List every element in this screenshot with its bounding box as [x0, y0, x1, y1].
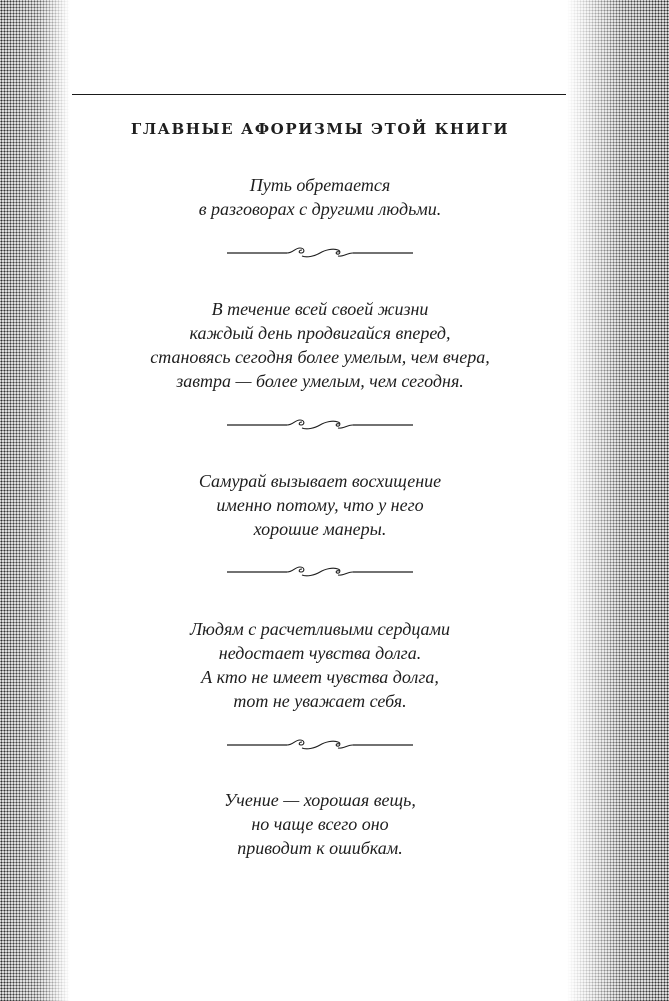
flourish-divider-icon: [227, 246, 413, 260]
aphorism-line: Путь обретается: [249, 175, 391, 195]
aphorism-line: именно потому, что у него: [216, 495, 424, 515]
aphorism-1: [0, 173, 640, 221]
aphorism-line: завтра — более умелым, чем сегодня.: [176, 371, 464, 391]
aphorism-4: [0, 617, 640, 713]
aphorism-line: приводит к ошибкам.: [237, 838, 403, 858]
aphorism-line: Учение — хорошая вещь,: [224, 790, 416, 810]
aphorism-5: [0, 788, 640, 860]
aphorism-3: [0, 469, 640, 541]
aphorism-line: каждый день продвигайся вперед,: [189, 323, 451, 343]
aphorism-line: А кто не имеет чувства долга,: [201, 667, 439, 687]
aphorism-line: но чаще всего оно: [251, 814, 389, 834]
aphorism-line: в разговорах с другими людьми.: [198, 199, 442, 219]
aphorism-line: недостает чувства долга.: [218, 643, 422, 663]
aphorism-line: хорошие манеры.: [253, 519, 387, 539]
aphorism-line: Самурай вызывает восхищение: [198, 471, 442, 491]
aphorism-line: В течение всей своей жизни: [211, 299, 429, 319]
top-rule: [72, 94, 566, 95]
aphorism-line: становясь сегодня более умелым, чем вчера,: [150, 347, 490, 367]
flourish-divider-icon: [227, 738, 413, 752]
flourish-divider-icon: [227, 418, 413, 432]
aphorism-line: Людям с расчетливыми сердцами: [189, 619, 451, 639]
aphorism-2: [0, 297, 640, 393]
flourish-divider-icon: [227, 565, 413, 579]
aphorism-line: тот не уважает себя.: [233, 691, 407, 711]
page-heading: ГЛАВНЫЕ АФОРИЗМЫ ЭТОЙ КНИГИ: [130, 120, 510, 138]
